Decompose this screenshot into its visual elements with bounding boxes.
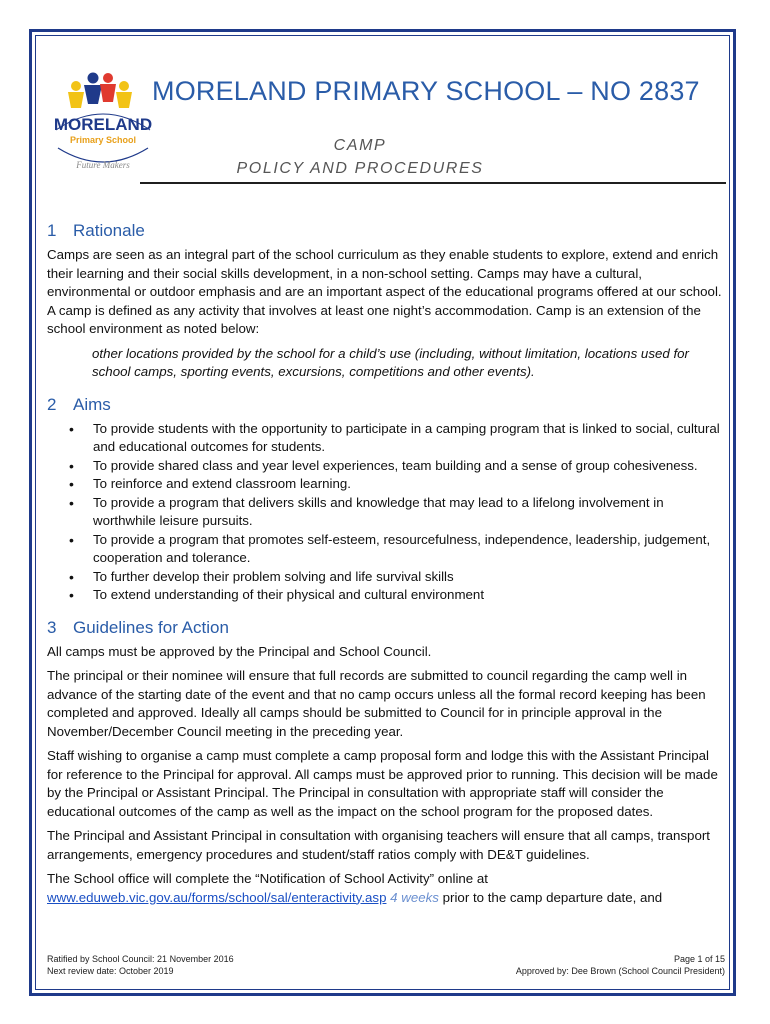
paragraph: The Principal and Assistant Principal in consultation with organising teachers will ensure that all camps, transport arrangements, emergency procedures and student/staff ratios comply with DE&T guidelines. [47,828,710,862]
weeks-emphasis: 4 weeks [390,889,439,905]
section-title: Rationale [73,221,145,240]
section-guidelines [47,617,727,908]
section-rationale [47,220,727,382]
section-heading [47,394,727,416]
aims-list [47,420,727,605]
list-item: • To provide shared class and year level experiences, team building and a sense of group cohesiveness. [47,457,727,476]
quote: other locations provided by the school for a child’s use (including, without limitation, locations used for school camps, sporting events, excursions, competitions and other events). [92,345,689,379]
section-title: Aims [73,394,111,414]
list-item: • To reinforce and extend classroom learning. [47,475,727,494]
eduweb-link[interactable]: www.eduweb.vic.gov.au/forms/school/sal/enteractivity.asp [47,889,387,905]
paragraph: The principal or their nominee will ensure that full records are submitted to council regarding the camp well in advance of the starting date of the event and that no camp occurs unless all the formal record keeping has been completed and approved. Ideally all camps should be submitted to Council for in principle approval in the November/December Council meeting in the preceding year. [47,668,706,739]
section-heading [47,617,727,639]
list-item: • To extend understanding of their physical and cultural environment [47,586,727,605]
paragraph: All camps must be approved by the Principal and School Council. [47,643,432,659]
footer-right [516,953,725,977]
section-title: Guidelines for Action [73,617,229,637]
paragraph [47,870,727,907]
list-item: • To provide students with the opportunity to participate in a camping program that is linked to social, cultural and educational outcomes for students. [47,420,727,457]
section-number: 1 [47,221,57,240]
paragraph: Staff wishing to organise a camp must complete a camp proposal form and lodge this with the Assistant Principal for reference to the Principal for approval. All camps must be approved prior to running. This decision will be made by the Principal or Assistant Principal. The Principal in consultation with appropriate staff will consider the educational outcomes of the camp as well as the impact on the school program for the proposed dates. [47,748,718,819]
logo-tagline: Future Makers [76,160,130,170]
approved-by: Approved by: Dee Brown (School Council President) [515,966,725,976]
section-aims [47,394,727,605]
review-date: Next review date: October 2019 [47,966,174,976]
list-item: • To further develop their problem solving and life survival skills [47,568,727,587]
logo-figures [68,73,132,109]
paragraph-text: The School office will complete the “Notification of School Activity” online at [47,871,488,886]
page-number: Page 1 of 15 [673,954,725,964]
section-number: 3 [47,617,57,637]
list-item: • To provide a program that promotes self-esteem, resourcefulness, independence, leadership, judgement, cooperation and tolerance. [47,531,727,568]
header-divider [140,182,726,184]
school-logo [48,68,158,178]
ratified-date: Ratified by School Council: 21 November 2016 [47,954,234,964]
footer-left [47,953,234,977]
logo-wordmark: MORELAND [53,115,153,134]
logo-subtext: Primary School [69,135,137,145]
document-body [47,220,727,919]
section-heading [47,220,727,242]
document-subtitle-camp: CAMP [333,137,387,154]
paragraph-text: prior to the camp departure date, and [442,889,663,905]
page-title: MORELAND PRIMARY SCHOOL – NO 2837 [152,76,700,106]
paragraph: Camps are seen as an integral part of the school curriculum as they enable students to explore, extend and enrich their learning and their social skills development, in a non-school setting. Camps may have a cultural, environmental or outdoor emphasis and are an important aspect of the educational programs offered at our school. A camp is defined as any activity that involves at least one night’s accommodation. Camp is an extension of the school environment as noted below: [47,247,722,336]
section-number: 2 [47,394,57,414]
document-subtitle-policy: POLICY AND PROCEDURES [236,160,484,177]
list-item: • To provide a program that delivers skills and knowledge that may lead to a lifelong involvement in worthwhile leisure pursuits. [47,494,727,531]
